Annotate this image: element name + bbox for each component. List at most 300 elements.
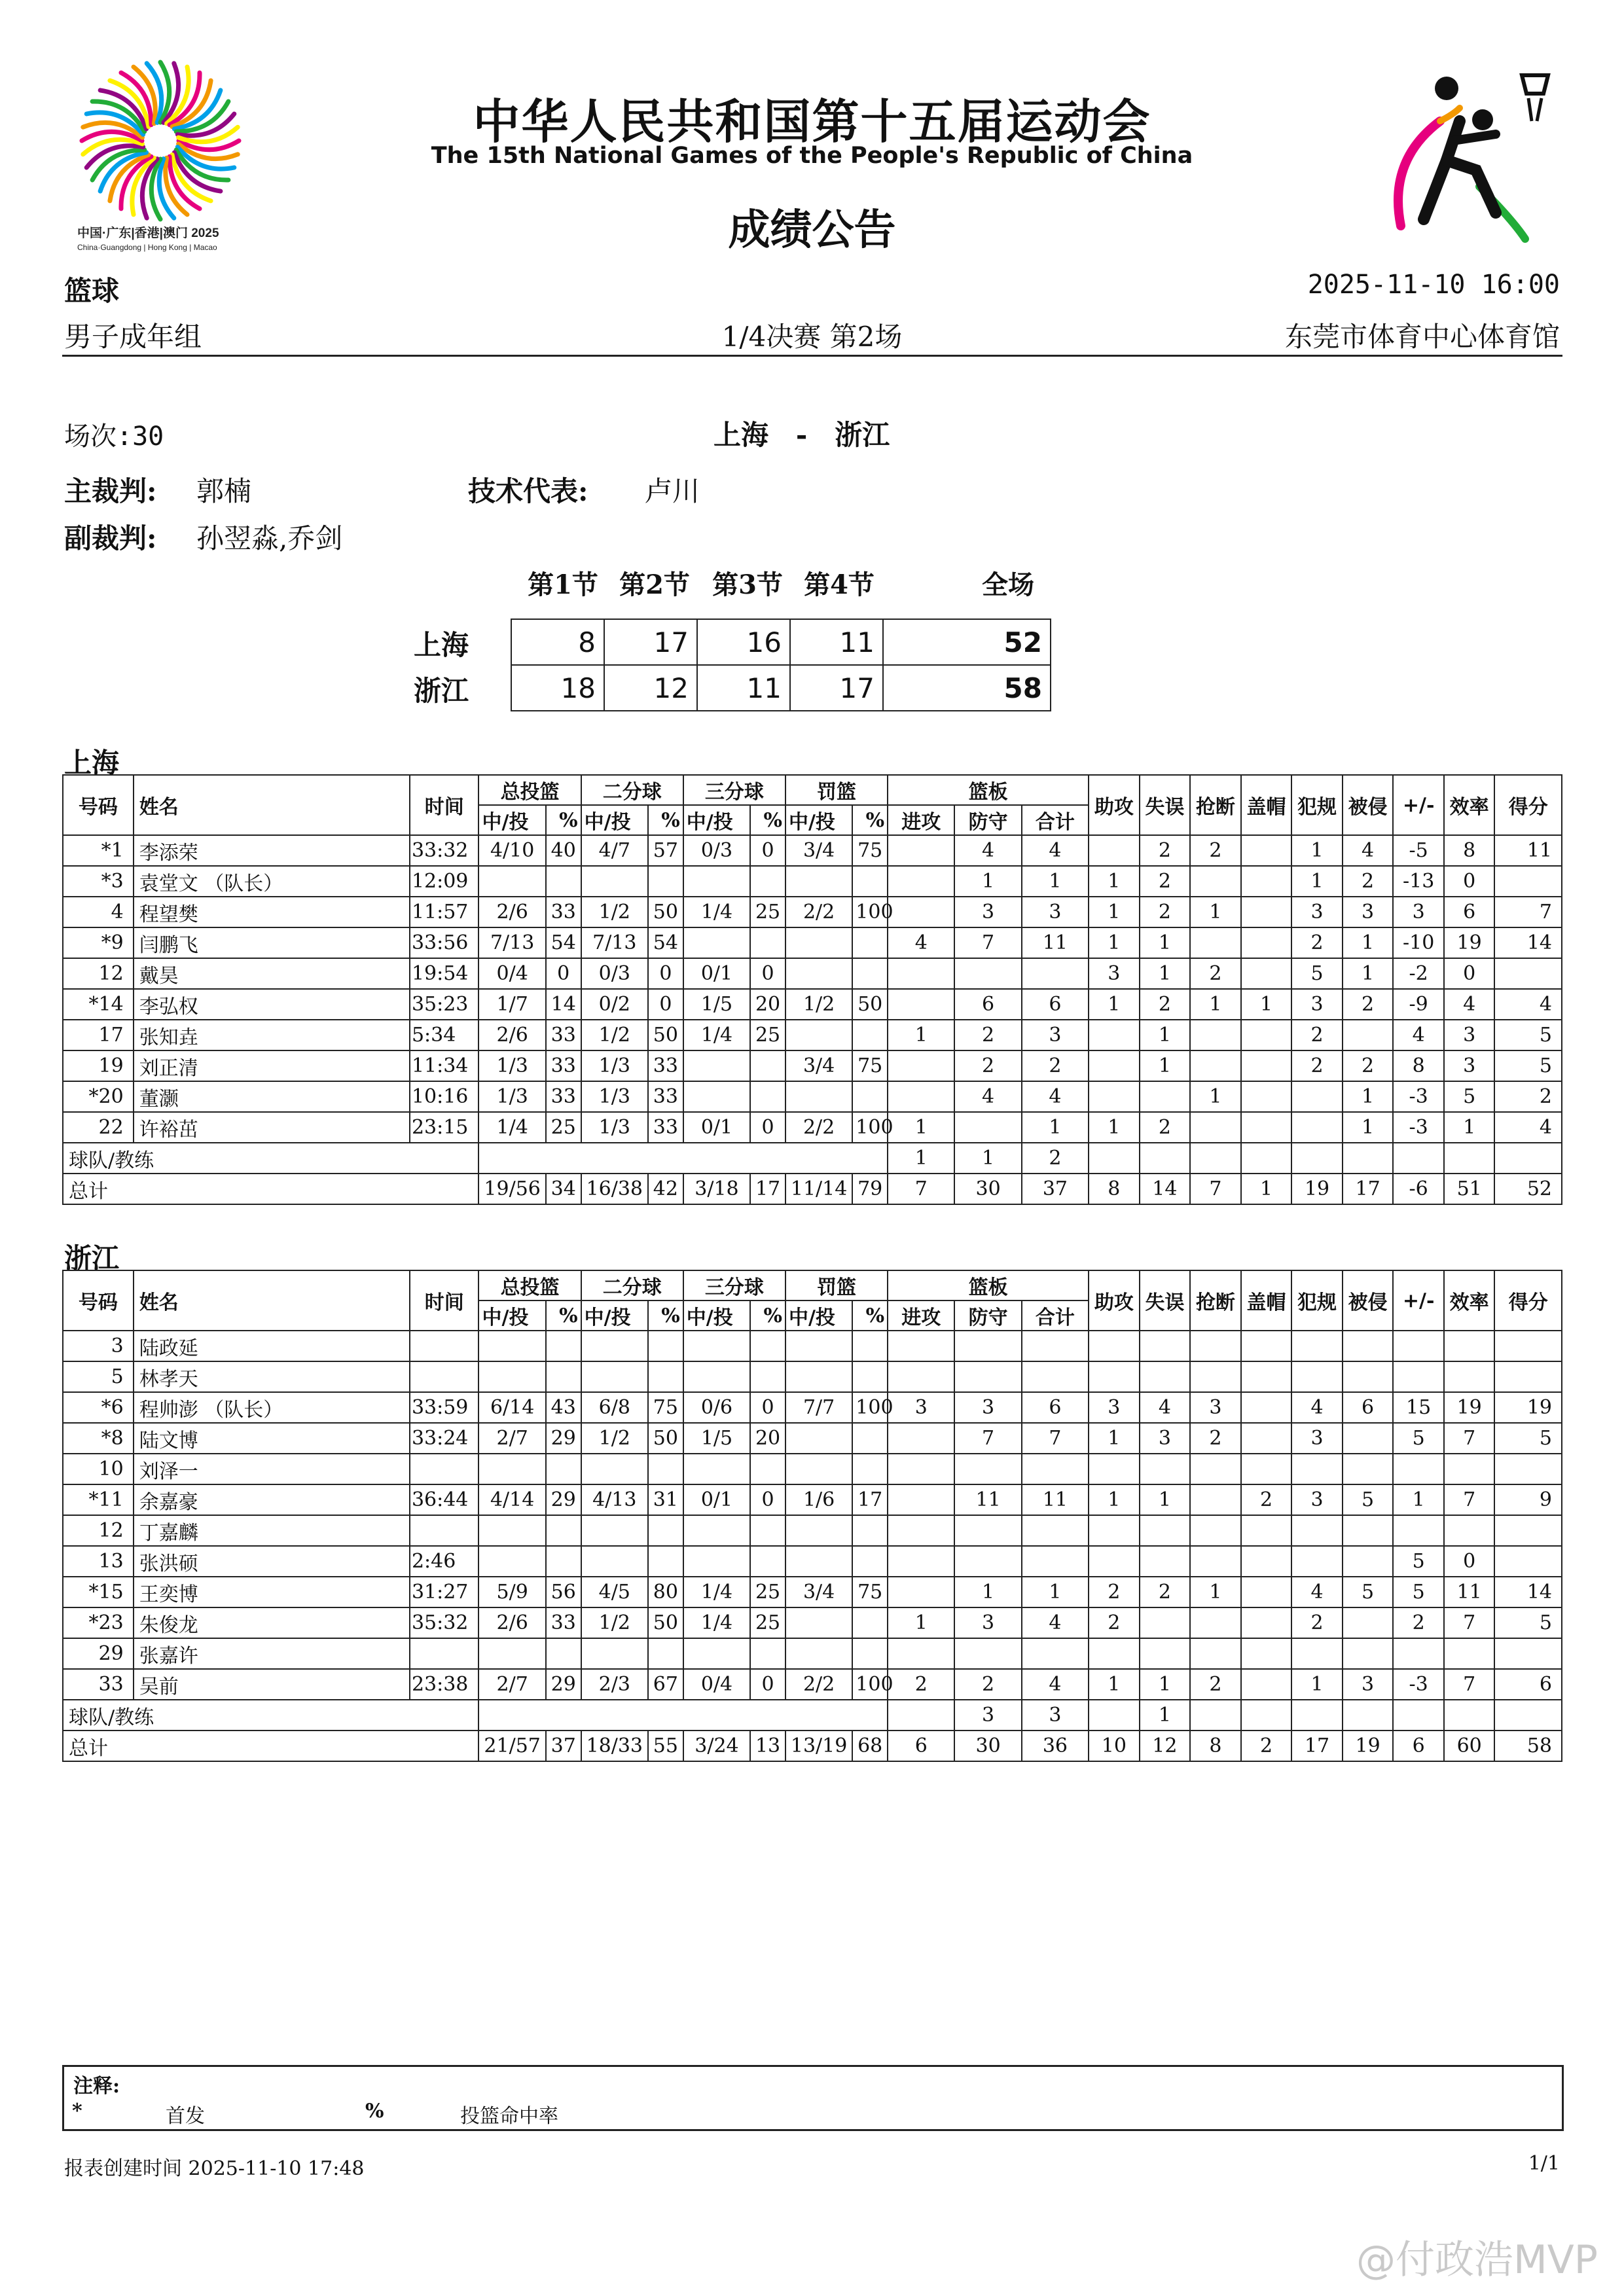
stat-cell: 1: [954, 1577, 1021, 1607]
stat-cell: 刘正清: [134, 1050, 410, 1081]
total-cell: 34: [546, 1174, 581, 1204]
stat-cell: [1022, 1361, 1089, 1392]
stat-cell: 2: [954, 1020, 1021, 1050]
stat-cell: [954, 1361, 1021, 1392]
stat-cell: [888, 958, 954, 989]
quarter-team-name: 上海: [414, 629, 469, 661]
stat-cell: 2/6: [478, 897, 545, 927]
col-header: 号码: [63, 1270, 134, 1331]
stat-cell: [750, 1454, 785, 1484]
col-header: 时间: [410, 775, 479, 835]
logo-text: 中国·广东|香港|澳门 2025: [77, 226, 219, 240]
stat-cell: 12: [63, 958, 134, 989]
col-group-header: 三分球: [683, 1270, 785, 1300]
stat-cell: [852, 1638, 888, 1669]
stat-cell: [1190, 866, 1241, 897]
report-created-time: 报表创建时间 2025-11-10 17:48: [64, 2157, 365, 2180]
col-group-header: 罚篮: [785, 1270, 888, 1300]
stat-cell: [1444, 1515, 1495, 1546]
stat-cell: 15: [1393, 1392, 1444, 1423]
player-row: [63, 1392, 1562, 1423]
stat-cell: [1140, 1454, 1191, 1484]
stat-cell: 33:24: [410, 1423, 479, 1454]
stat-cell: [785, 1081, 852, 1112]
stat-cell: -5: [1393, 835, 1444, 866]
stat-cell: 4: [1291, 1577, 1343, 1607]
stat-cell: 3: [1291, 897, 1343, 927]
stat-cell: 1/3: [581, 1050, 648, 1081]
stat-cell: 1: [1190, 1081, 1241, 1112]
stat-cell: [1241, 897, 1292, 927]
quarter-score: 17: [790, 665, 883, 711]
stat-cell: [852, 1423, 888, 1454]
player-row: [63, 1454, 1562, 1484]
stat-cell: 75: [852, 835, 888, 866]
stat-cell: 1: [1089, 1423, 1140, 1454]
stat-cell: [750, 1515, 785, 1546]
total-cell: 21/57: [478, 1731, 545, 1761]
stat-cell: [954, 1546, 1021, 1577]
stat-cell: 75: [852, 1050, 888, 1081]
total-cell: 68: [852, 1731, 888, 1761]
chief-referee: 郭楠: [196, 475, 252, 507]
stat-cell: [1022, 1546, 1089, 1577]
total-cell: 7: [1190, 1174, 1241, 1204]
col-subheader: %: [750, 1300, 785, 1331]
stat-cell: [1241, 927, 1292, 958]
stat-cell: 7/13: [581, 927, 648, 958]
stat-cell: [1343, 1331, 1394, 1361]
stat-cell: [1241, 1050, 1292, 1081]
total-cell: 55: [648, 1731, 683, 1761]
total-cell: 17: [1291, 1731, 1343, 1761]
stat-cell: 刘泽一: [134, 1454, 410, 1484]
stat-cell: [648, 1638, 683, 1669]
note-star-symbol: *: [72, 2100, 82, 2123]
stat-cell: -13: [1393, 866, 1444, 897]
stat-cell: [1241, 1423, 1292, 1454]
stat-cell: [581, 1546, 648, 1577]
stat-cell: 2: [1190, 958, 1241, 989]
home-team: 上海: [713, 419, 769, 451]
stat-cell: [1494, 1454, 1562, 1484]
stat-cell: 14: [1494, 1577, 1562, 1607]
stat-cell: 1: [1140, 1050, 1191, 1081]
stat-cell: 33:56: [410, 927, 479, 958]
stat-cell: 李添荣: [134, 835, 410, 866]
stat-cell: [750, 1331, 785, 1361]
col-header: 姓名: [134, 775, 410, 835]
chief-referee-label: 主裁判:: [64, 475, 157, 507]
total-cell: 2: [1241, 1731, 1292, 1761]
stat-cell: [888, 1515, 954, 1546]
total-cell: 10: [1089, 1731, 1140, 1761]
col-header: 抢断: [1190, 775, 1241, 835]
stat-cell: 0/1: [683, 958, 750, 989]
quarter-header-total: 全场: [982, 569, 1034, 600]
stat-cell: [1190, 1454, 1241, 1484]
stat-cell: 54: [546, 927, 581, 958]
stat-cell: [1343, 1361, 1394, 1392]
stat-cell: [1241, 1112, 1292, 1143]
stat-cell: 1/4: [683, 897, 750, 927]
stat-cell: *1: [63, 835, 134, 866]
stat-cell: 0: [750, 958, 785, 989]
stat-cell: [785, 1423, 852, 1454]
quarter-score: 11: [790, 619, 883, 665]
stat-cell: 5/9: [478, 1577, 545, 1607]
stat-cell: 3: [954, 1607, 1021, 1638]
stat-cell: 35:23: [410, 989, 479, 1020]
stat-cell: [1190, 1546, 1241, 1577]
total-cell: 79: [852, 1174, 888, 1204]
stat-cell: [785, 1454, 852, 1484]
stat-cell: 2: [1291, 1050, 1343, 1081]
stat-cell: 17: [63, 1020, 134, 1050]
stat-cell: 2: [1190, 1423, 1241, 1454]
stat-cell: [785, 1515, 852, 1546]
col-subheader: %: [546, 805, 581, 835]
stat-cell: 6: [1022, 989, 1089, 1020]
stat-cell: [1241, 1392, 1292, 1423]
stat-cell: 12:09: [410, 866, 479, 897]
stat-cell: 25: [750, 1607, 785, 1638]
stat-cell: 6: [1343, 1392, 1394, 1423]
stat-cell: 2: [1140, 1577, 1191, 1607]
stat-cell: [785, 1607, 852, 1638]
games-title-en: The 15th National Games of the People's Republic of China: [431, 143, 1193, 169]
stat-cell: 1: [888, 1143, 954, 1174]
stat-cell: -3: [1393, 1081, 1444, 1112]
stat-cell: [888, 1050, 954, 1081]
stat-cell: 吴前: [134, 1669, 410, 1700]
stat-cell: 3: [1022, 1700, 1089, 1731]
stat-cell: [410, 1361, 479, 1392]
final-score: 52: [883, 619, 1051, 665]
stat-cell: [1241, 958, 1292, 989]
quarter-score-row: [511, 665, 1051, 711]
stat-cell: 22: [63, 1112, 134, 1143]
stat-cell: 3: [1393, 897, 1444, 927]
stat-cell: 3: [1444, 1050, 1495, 1081]
stat-cell: 陆政延: [134, 1331, 410, 1361]
stat-cell: [1140, 1331, 1191, 1361]
stat-cell: 1: [1393, 1484, 1444, 1515]
stat-cell: 7/13: [478, 927, 545, 958]
quarter-header: 第4节: [804, 569, 875, 600]
stat-cell: [852, 1607, 888, 1638]
match-number: 场次:30: [64, 422, 164, 452]
stat-cell: [1241, 1361, 1292, 1392]
stat-cell: 1/4: [683, 1577, 750, 1607]
player-row: [63, 1423, 1562, 1454]
stat-cell: *14: [63, 989, 134, 1020]
stat-cell: 2: [1291, 927, 1343, 958]
stat-cell: [1089, 835, 1140, 866]
stat-cell: 10:16: [410, 1081, 479, 1112]
col-header: 失误: [1140, 1270, 1191, 1331]
stat-cell: 5: [1343, 1484, 1394, 1515]
col-group-header: 总投篮: [478, 1270, 581, 1300]
stat-cell: [478, 1331, 545, 1361]
stat-cell: [648, 1546, 683, 1577]
total-cell: 30: [954, 1174, 1021, 1204]
stat-cell: 2/2: [785, 1112, 852, 1143]
stat-cell: [1291, 1546, 1343, 1577]
stat-cell: 1: [1089, 897, 1140, 927]
stat-cell: 19:54: [410, 958, 479, 989]
stat-cell: [1393, 1454, 1444, 1484]
stat-cell: [888, 1081, 954, 1112]
stat-cell: [1494, 958, 1562, 989]
away-stats-table: [62, 1270, 1562, 1762]
stat-cell: [648, 866, 683, 897]
stat-cell: 0/4: [478, 958, 545, 989]
col-group-header: 篮板: [888, 1270, 1089, 1300]
col-group-header: 二分球: [581, 1270, 683, 1300]
player-row: [63, 1607, 1562, 1638]
stat-cell: [410, 1331, 479, 1361]
quarter-header: 第2节: [619, 569, 690, 600]
assistant-referees: 孙翌淼,乔剑: [196, 522, 343, 554]
stat-cell: 100: [852, 1392, 888, 1423]
stat-cell: 50: [648, 1607, 683, 1638]
stat-cell: 2/6: [478, 1020, 545, 1050]
stat-cell: [954, 1331, 1021, 1361]
stat-cell: [1241, 1638, 1292, 1669]
stat-cell: 33: [63, 1669, 134, 1700]
total-cell: 52: [1494, 1174, 1562, 1204]
stat-cell: [1089, 1020, 1140, 1050]
stat-cell: 1/2: [785, 989, 852, 1020]
col-subheader: 中/投: [785, 805, 852, 835]
stat-cell: [683, 1515, 750, 1546]
team-title-home: 上海: [64, 747, 120, 779]
quarter-score: 12: [604, 665, 697, 711]
stat-cell: 2/7: [478, 1423, 545, 1454]
note-pct-symbol: %: [365, 2100, 384, 2123]
stat-cell: [750, 1050, 785, 1081]
stat-cell: [1022, 1331, 1089, 1361]
col-subheader: %: [648, 1300, 683, 1331]
col-header: 助攻: [1089, 1270, 1140, 1331]
stat-cell: [1241, 1454, 1292, 1484]
teams-line: [713, 414, 890, 453]
col-subheader: 中/投: [581, 1300, 648, 1331]
stat-cell: [1089, 1515, 1140, 1546]
stat-cell: 6/8: [581, 1392, 648, 1423]
col-subheader: 进攻: [888, 1300, 954, 1331]
stat-cell: 陆文博: [134, 1423, 410, 1454]
stat-cell: [1393, 1331, 1444, 1361]
stat-cell: 4: [1494, 989, 1562, 1020]
stat-cell: [1291, 1638, 1343, 1669]
stat-cell: 0: [546, 958, 581, 989]
stat-cell: [1190, 1638, 1241, 1669]
stat-cell: 29: [63, 1638, 134, 1669]
stat-cell: [683, 1081, 750, 1112]
team-title-away: 浙江: [64, 1242, 120, 1274]
stat-cell: [1241, 835, 1292, 866]
total-cell: 8: [1089, 1174, 1140, 1204]
stat-cell: 4: [1022, 835, 1089, 866]
stat-cell: 4/13: [581, 1484, 648, 1515]
stat-cell: [1291, 1515, 1343, 1546]
stat-cell: [1291, 1454, 1343, 1484]
stat-cell: 67: [648, 1669, 683, 1700]
stat-cell: 4: [1444, 989, 1495, 1020]
stat-cell: 11: [1444, 1577, 1495, 1607]
total-cell: 14: [1140, 1174, 1191, 1204]
stat-cell: [852, 1331, 888, 1361]
team-total-row: [63, 1731, 1562, 1761]
stat-cell: *3: [63, 866, 134, 897]
total-cell: 1: [1241, 1174, 1292, 1204]
col-header: 失误: [1140, 775, 1191, 835]
stat-cell: [1190, 1331, 1241, 1361]
stat-cell: [1089, 1454, 1140, 1484]
stat-cell: [1190, 1484, 1241, 1515]
stat-cell: [1444, 1361, 1495, 1392]
stat-cell: 23:38: [410, 1669, 479, 1700]
watermark: @付政浩MVP: [1356, 2237, 1598, 2283]
stat-cell: 5: [1494, 1423, 1562, 1454]
player-row: [63, 989, 1562, 1020]
stat-cell: 0/6: [683, 1392, 750, 1423]
stat-cell: [1022, 1638, 1089, 1669]
stat-cell: 2: [1089, 1577, 1140, 1607]
stat-cell: 14: [1494, 927, 1562, 958]
stat-cell: [1291, 1361, 1343, 1392]
stat-cell: [785, 1638, 852, 1669]
stat-cell: 4/5: [581, 1577, 648, 1607]
venue-label: 东莞市体育中心体育馆: [1284, 321, 1560, 353]
player-row: [63, 1546, 1562, 1577]
stat-cell: 3: [1140, 1423, 1191, 1454]
stat-cell: 25: [750, 1577, 785, 1607]
stat-cell: [1343, 1515, 1394, 1546]
stat-cell: [1241, 1081, 1292, 1112]
stat-cell: [1343, 1638, 1394, 1669]
col-header: 时间: [410, 1270, 479, 1331]
stat-cell: 王奕博: [134, 1577, 410, 1607]
stat-cell: [1494, 866, 1562, 897]
stat-cell: 2: [1343, 989, 1394, 1020]
note-star-text: 首发: [166, 2105, 205, 2128]
stat-cell: [1140, 1361, 1191, 1392]
col-subheader: %: [750, 805, 785, 835]
stat-cell: -9: [1393, 989, 1444, 1020]
stat-cell: 1/4: [683, 1607, 750, 1638]
total-label: 总计: [63, 1174, 478, 1204]
away-team: 浙江: [835, 419, 890, 451]
stat-cell: [581, 1638, 648, 1669]
sport-label: 篮球: [64, 275, 120, 307]
stat-cell: [1444, 1638, 1495, 1669]
stat-cell: 1/2: [581, 1423, 648, 1454]
stat-cell: -3: [1393, 1669, 1444, 1700]
coach-label: 球队/教练: [63, 1143, 478, 1174]
stat-cell: 7/7: [785, 1392, 852, 1423]
stat-cell: [888, 1577, 954, 1607]
stat-cell: *6: [63, 1392, 134, 1423]
stat-cell: 4: [1393, 1020, 1444, 1050]
stat-cell: 1: [888, 1607, 954, 1638]
stat-cell: [1190, 1361, 1241, 1392]
stat-cell: 7: [1444, 1484, 1495, 1515]
assistant-referee-label: 副裁判:: [64, 522, 157, 554]
col-header: 被侵: [1343, 775, 1394, 835]
stat-cell: 1: [1241, 989, 1292, 1020]
stat-cell: 11: [954, 1484, 1021, 1515]
stat-cell: [1140, 1638, 1191, 1669]
stat-cell: 2: [1291, 1607, 1343, 1638]
stat-cell: 75: [648, 1392, 683, 1423]
col-subheader: %: [852, 1300, 888, 1331]
match-datetime: 2025-11-10 16:00: [1307, 270, 1560, 300]
stat-cell: [683, 1638, 750, 1669]
stat-cell: [410, 1515, 479, 1546]
col-header: 效率: [1444, 1270, 1495, 1331]
stat-cell: 20: [750, 1423, 785, 1454]
stat-cell: 4: [1494, 1112, 1562, 1143]
stat-cell: 2: [1022, 1050, 1089, 1081]
col-header: +/-: [1393, 775, 1444, 835]
stat-cell: 6: [1022, 1392, 1089, 1423]
stat-cell: 8: [1393, 1050, 1444, 1081]
stat-cell: 6/14: [478, 1392, 545, 1423]
notes-title: 注释:: [73, 2075, 120, 2098]
tech-delegate: 卢川: [645, 475, 700, 507]
table-header-row: [63, 1270, 1562, 1300]
stat-cell: [852, 1020, 888, 1050]
total-cell: 37: [546, 1731, 581, 1761]
stat-cell: 5: [1393, 1423, 1444, 1454]
quarter-score: 17: [604, 619, 697, 665]
stat-cell: *15: [63, 1577, 134, 1607]
stat-cell: [1241, 1607, 1292, 1638]
col-subheader: 防守: [954, 1300, 1021, 1331]
stat-cell: 5: [1444, 1081, 1495, 1112]
stat-cell: [888, 1331, 954, 1361]
total-cell: 3/24: [683, 1731, 750, 1761]
stat-cell: [852, 1081, 888, 1112]
stat-cell: [1190, 1515, 1241, 1546]
stat-cell: 2: [1190, 835, 1241, 866]
col-subheader: %: [648, 805, 683, 835]
total-cell: 36: [1022, 1731, 1089, 1761]
stat-cell: [750, 1361, 785, 1392]
stat-cell: 朱俊龙: [134, 1607, 410, 1638]
stat-cell: 1/3: [478, 1050, 545, 1081]
stat-cell: 7: [954, 927, 1021, 958]
stat-cell: [648, 1331, 683, 1361]
team-total-row: [63, 1174, 1562, 1204]
stat-cell: 7: [1444, 1607, 1495, 1638]
stat-cell: 33: [648, 1112, 683, 1143]
stat-cell: 2/7: [478, 1669, 545, 1700]
stat-cell: 4: [1291, 1392, 1343, 1423]
stat-cell: 3: [1089, 958, 1140, 989]
stat-cell: 1: [1444, 1112, 1495, 1143]
quarter-score-table: [511, 619, 1051, 711]
stat-cell: 10: [63, 1454, 134, 1484]
stat-cell: 5: [63, 1361, 134, 1392]
stat-cell: [888, 1361, 954, 1392]
col-header: 得分: [1494, 1270, 1562, 1331]
stat-cell: 17: [852, 1484, 888, 1515]
stat-cell: 33: [546, 1607, 581, 1638]
